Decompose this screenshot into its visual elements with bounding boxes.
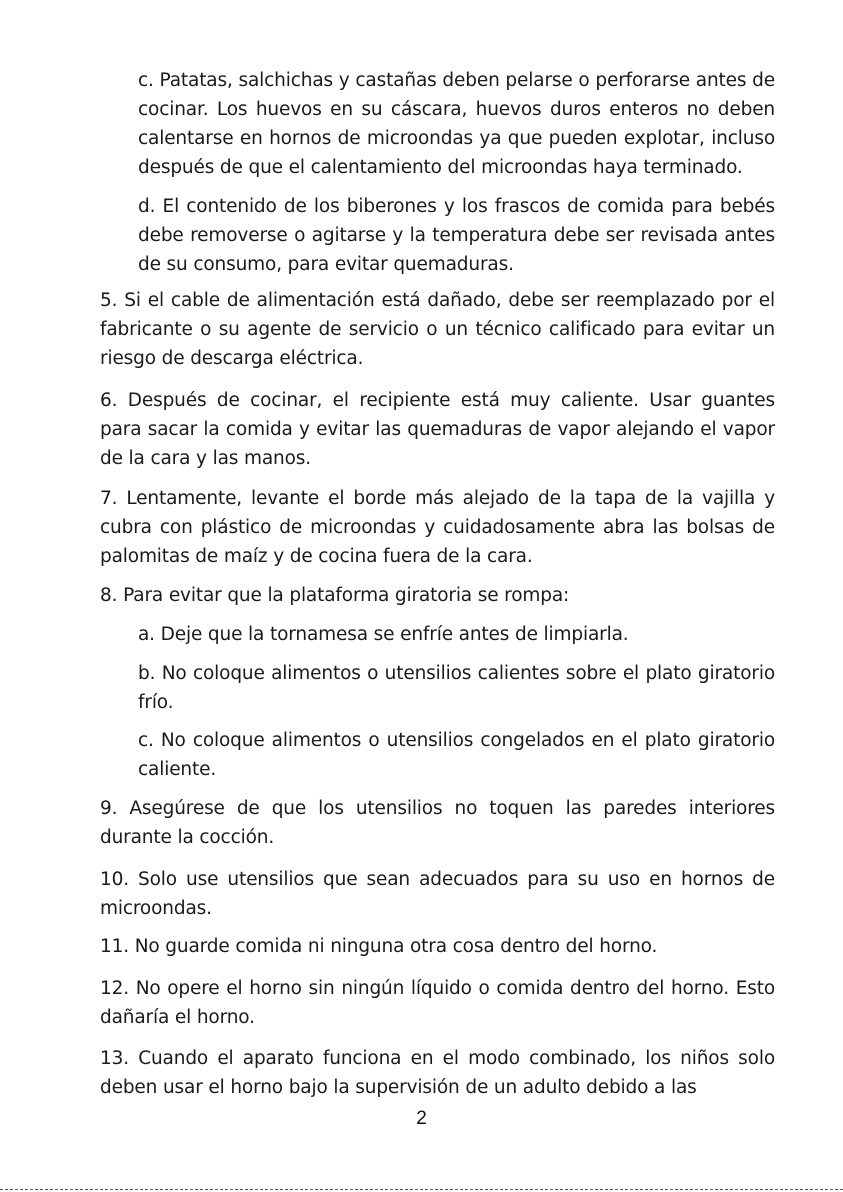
instruction-5: 5. Si el cable de alimentación está dañado, debe ser reemplazado por el fabricante o su agente de servicio o un técnico calificado para evitar un riesgo de descarga eléctrica. (100, 290, 775, 369)
instruction-8b: b. No coloque alimentos o utensilios calientes sobre el plato giratorio frío. (138, 663, 775, 713)
instruction-13: 13. Cuando el aparato funciona en el modo combinado, los niños solo deben usar el horno bajo la supervisión de un adulto debido a las (100, 1048, 775, 1098)
page-number: 2 (416, 1108, 427, 1129)
instruction-4d: d. El contenido de los biberones y los frascos de comida para bebés debe removerse o agitarse y la temperatura debe ser revisada antes de su consumo, para evitar quemaduras. (138, 196, 775, 275)
instruction-6: 6. Después de cocinar, el recipiente está muy caliente. Usar guantes para sacar la comida y evitar las quemaduras de vapor alejando el vapor de la cara y las manos. (100, 390, 775, 469)
instruction-4c: c. Patatas, salchichas y castañas deben pelarse o perforarse antes de cocinar. Los huevos en su cáscara, huevos duros enteros no deben calentarse en hornos de microondas ya que pueden explotar, incluso después de que el calentamiento del microondas haya terminado. (138, 70, 775, 178)
instruction-8: 8. Para evitar que la plataforma giratoria se rompa: (100, 585, 570, 606)
instruction-10: 10. Solo use utensilios que sean adecuados para su uso en hornos de microondas. (100, 869, 775, 919)
instruction-8a: a. Deje que la tornamesa se enfríe antes de limpiarla. (138, 624, 629, 645)
instruction-12: 12. No opere el horno sin ningún líquido o comida dentro del horno. Esto dañaría el horno. (100, 978, 775, 1028)
instruction-8c: c. No coloque alimentos o utensilios congelados en el plato giratorio caliente. (138, 730, 775, 780)
instruction-9: 9. Asegúrese de que los utensilios no toquen las paredes interiores durante la cocción. (100, 798, 775, 848)
instruction-11: 11. No guarde comida ni ninguna otra cosa dentro del horno. (100, 936, 658, 957)
bottom-divider (0, 1189, 843, 1190)
instruction-7: 7. Lentamente, levante el borde más alejado de la tapa de la vajilla y cubra con plástico de microondas y cuidadosamente abra las bolsas de palomitas de maíz y de cocina fuera de la cara. (100, 488, 775, 567)
